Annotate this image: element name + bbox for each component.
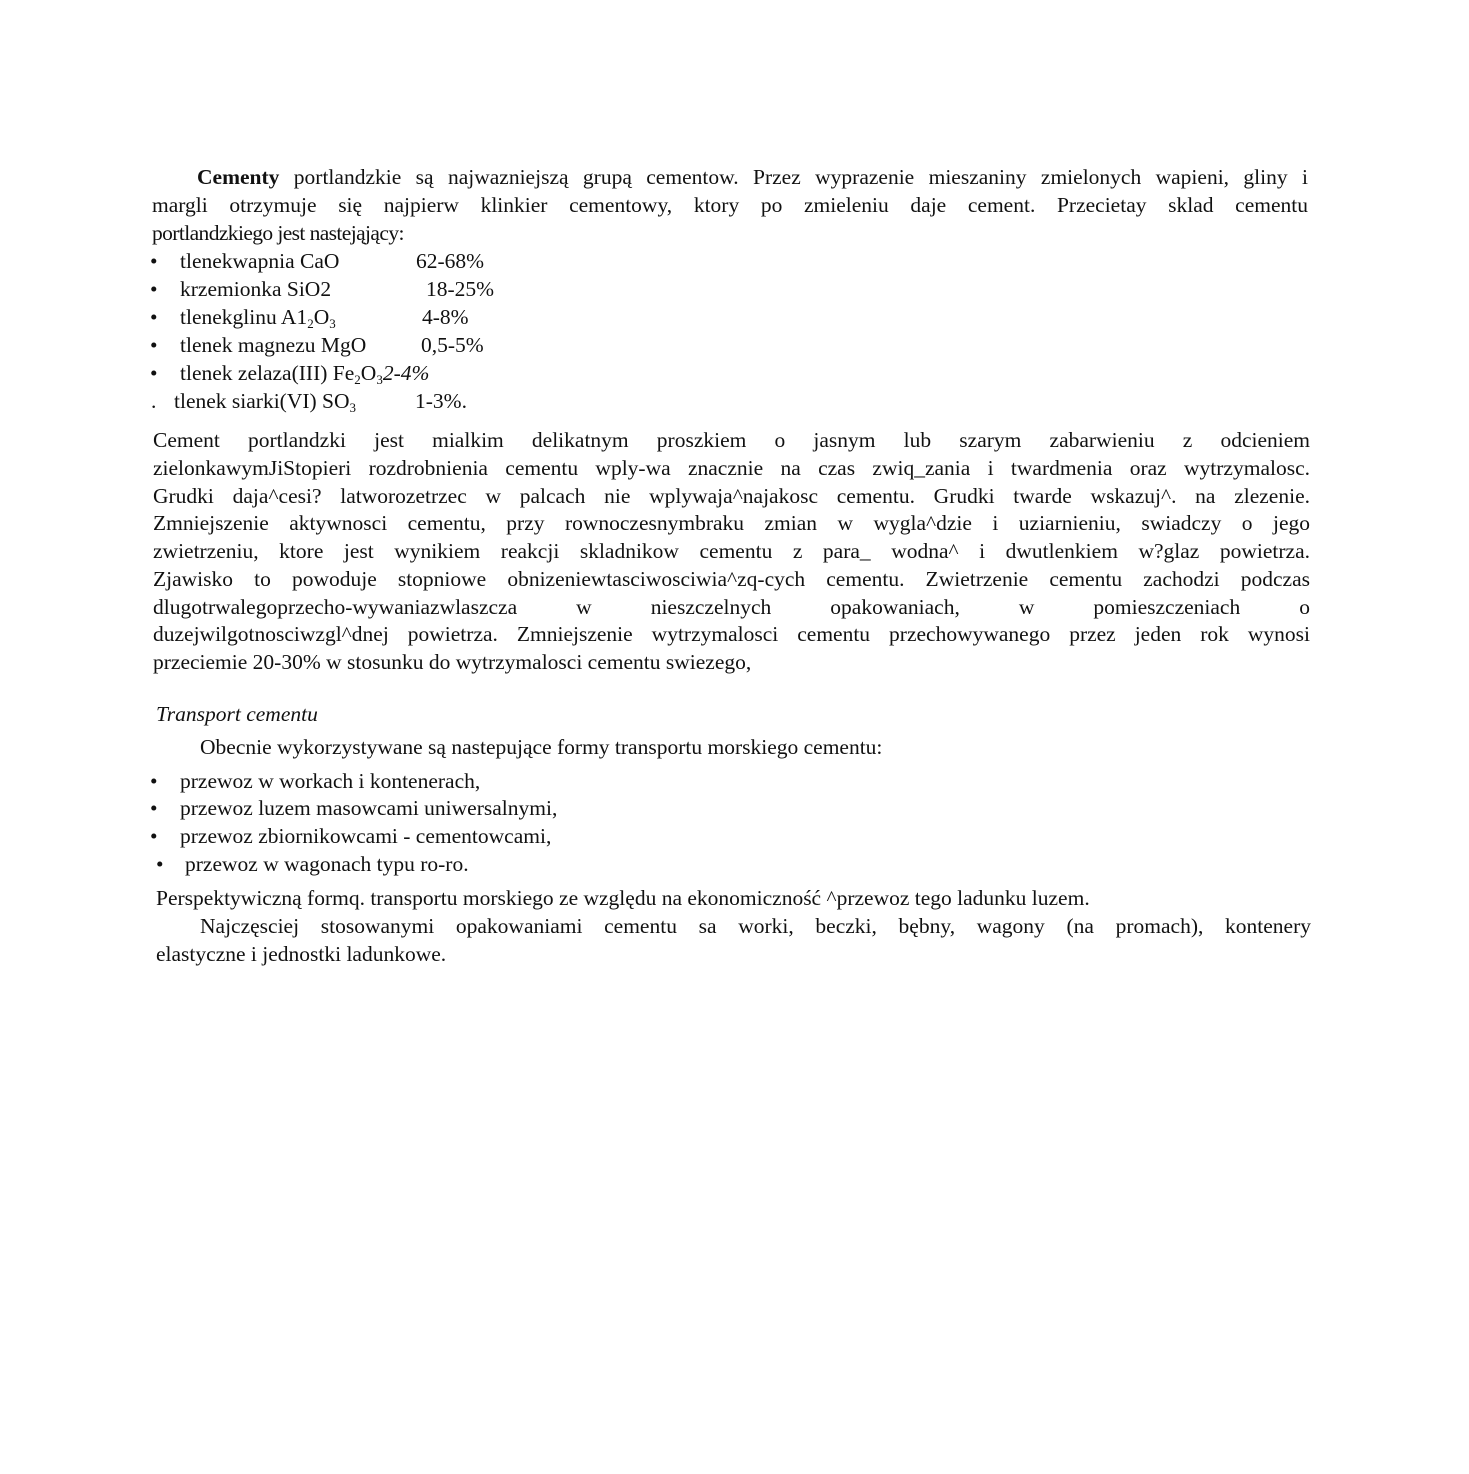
bullet-marker: • [150,277,158,301]
composition-name [180,359,429,387]
list-item: przewoz w workach i kontenerach, [180,769,481,793]
paragraph-line: Cement portlandzki jest mialkim delikatnym proszkiem o jasnym lub szarym zabarwieniu z odcieniem [153,428,1310,452]
paragraph-line: Zjawisko to powoduje stopniowe obnizeniewtasciwosciwia^zq-cych cementu. Zwietrzenie cementu zachodzi podczas [153,567,1310,591]
bullet-marker: • [150,249,158,273]
section-heading: Transport cementu [156,702,318,726]
subscript: 3 [376,372,383,387]
formula-text: O [313,305,330,329]
packaging-line-1: Najczęsciej stosowanymi opakowaniami cementu sa worki, beczki, bębny, wagony (na promach), kontenery [200,914,1311,938]
intro-line-3: portlandzkiego jest nastejąjący: [152,221,404,245]
composition-name [180,303,336,331]
composition-name: tlenek magnezu MgO [180,333,367,357]
list-item: przewoz luzem masowcami uniwersalnymi, [180,796,558,820]
paragraph-line: Grudki daja^cesi? latworozetrzec w palcach nie wplywaja^najakosc cementu. Grudki twarde wskazuj^. na zlezenie. [153,484,1310,508]
composition-name: krzemionka SiO2 [180,277,332,301]
bullet-marker: • [150,305,158,329]
bullet-marker: • [150,769,158,793]
list-item: przewoz zbiornikowcami - cementowcami, [180,824,552,848]
paragraph-line: zielonkawymJiStopieri rozdrobnienia cementu wply-wa znacznie na czas zwiq_zania i twardmenia oraz wytrzymalosc. [153,456,1310,480]
composition-name: tlenekwapnia CaO [180,249,340,273]
composition-value: 62-68% [416,249,485,273]
intro-bold-word: Cementy [197,165,280,189]
composition-value: 4-8% [422,305,469,329]
formula-text: tlenekglinu A1 [180,305,308,329]
formula-text: tlenek zelaza(III) Fe [180,361,355,385]
intro-line-1 [197,163,1308,191]
packaging-line-2: elastyczne i jednostki ladunkowe. [156,942,447,966]
intro-line-2: margli otrzymuje się najpierw klinkier cementowy, ktory po zmieleniu daje cement. Przecietay sklad cementu [152,193,1308,217]
composition-value: 1-3%. [415,389,467,413]
list-item: przewoz w wagonach typu ro-ro. [185,852,469,876]
bullet-marker: • [150,796,158,820]
intro-line-1-text: portlandzkie są najwazniejszą grupą cementow. Przez wyprazenie mieszaniny zmielonych wapieni, gliny i [293,165,1309,189]
composition-name [174,387,356,415]
formula-text: O [360,361,377,385]
bullet-marker: • [150,333,158,357]
paragraph-line: duzejwilgotnosciwzgl^dnej powietrza. Zmniejszenie wytrzymalosci cementu przechowywanego przez jeden rok wynosi [153,622,1310,646]
subscript: 2 [354,372,361,387]
paragraph-line: przeciemie 20-30% w stosunku do wytrzymalosci cementu swiezego, [153,650,752,674]
bullet-marker: • [150,361,158,385]
subscript: 3 [329,316,336,331]
subscript: 3 [349,400,357,415]
composition-value: 2-4% [382,361,430,385]
transport-intro: Obecnie wykorzystywane są nastepujące formy transportu morskiego cementu: [200,735,883,759]
bullet-marker: • [156,852,164,876]
list-marker: . [151,389,157,413]
composition-value: 0,5-5% [421,333,484,357]
paragraph-line: Zmniejszenie aktywnosci cementu, przy rownoczesnymbraku zmian w wygla^dzie i uziarnieniu, swiadczy o jego [153,511,1310,535]
bullet-marker: • [150,824,158,848]
paragraph-line: dlugotrwalegoprzecho-wywaniazwlaszcza w nieszczelnych opakowaniach, w pomieszczeniach o [153,595,1310,619]
paragraph-line: zwietrzeniu, ktore jest wynikiem reakcji skladnikow cementu z para_ wodna^ i dwutlenkiem w?glaz powietrza. [153,539,1310,563]
subscript: 2 [307,316,314,331]
composition-value: 18-25% [426,277,495,301]
formula-text: tlenek siarki(VI) SO [174,389,350,413]
perspective-sentence: Perspektywiczną formq. transportu morskiego ze względu na ekonomiczność ^przewoz tego ladunku luzem. [156,886,1090,910]
